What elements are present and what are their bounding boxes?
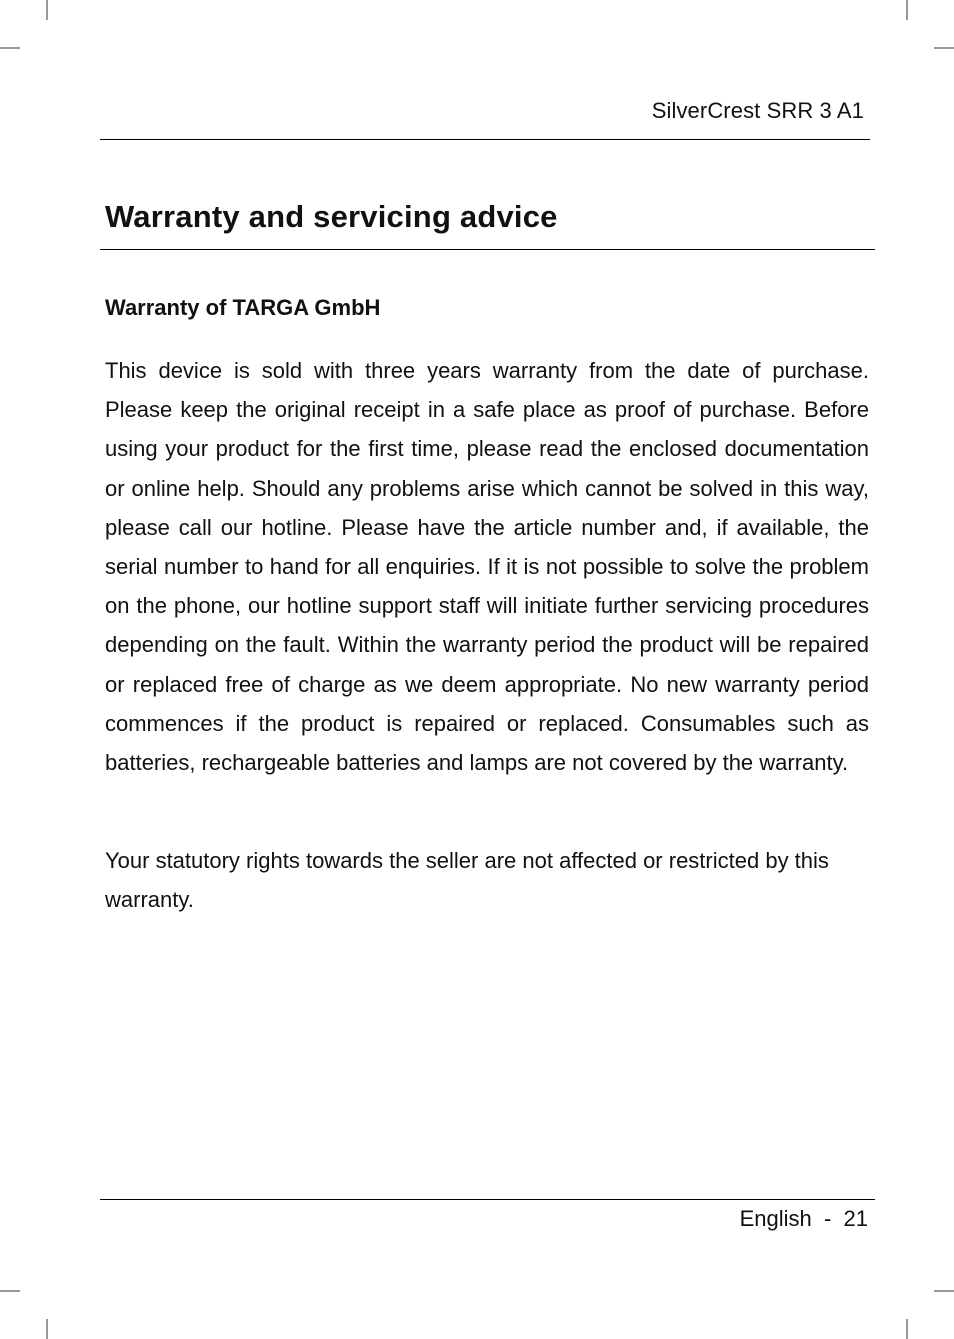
- page-title: Warranty and servicing advice: [105, 199, 558, 234]
- crop-mark: [0, 1290, 20, 1292]
- footer-rule: [100, 1199, 875, 1200]
- warranty-paragraph: This device is sold with three years warranty from the date of purchase. Please keep the original receipt in a safe place as proof of purchase. Before using your product for the first time, please read the enclosed documentation or online help. Should any problems arise which cannot be solved in this way, please call our hotline. Please have the article number and, if available, the serial number to hand for all enquiries. If it is not possible to solve the problem on the phone, our hotline support staff will initiate further servicing procedures depending on the fault. Within the warranty period the product will be repaired or replaced free of charge as we deem appropriate. No new warranty period commences if the product is repaired or replaced. Consumables such as batteries, rechargeable batteries and lamps are not covered by the warranty.: [105, 358, 869, 776]
- statutory-rights-paragraph: Your statutory rights towards the seller are not affected or restricted by this warranty.: [105, 848, 829, 913]
- crop-mark: [46, 1319, 48, 1339]
- footer-language: English: [739, 1206, 812, 1231]
- crop-mark: [906, 0, 908, 20]
- title-rule: [100, 249, 875, 250]
- crop-mark: [46, 0, 48, 20]
- running-header: SilverCrest SRR 3 A1: [651, 98, 864, 123]
- crop-mark: [906, 1319, 908, 1339]
- page-footer: [740, 1206, 868, 1232]
- section-heading: Warranty of TARGA GmbH: [105, 295, 381, 320]
- crop-mark: [934, 1290, 954, 1292]
- crop-mark: [934, 47, 954, 49]
- crop-mark: [0, 47, 20, 49]
- header-rule: [100, 139, 870, 140]
- footer-separator: -: [823, 1206, 832, 1231]
- page-number: 21: [843, 1206, 868, 1231]
